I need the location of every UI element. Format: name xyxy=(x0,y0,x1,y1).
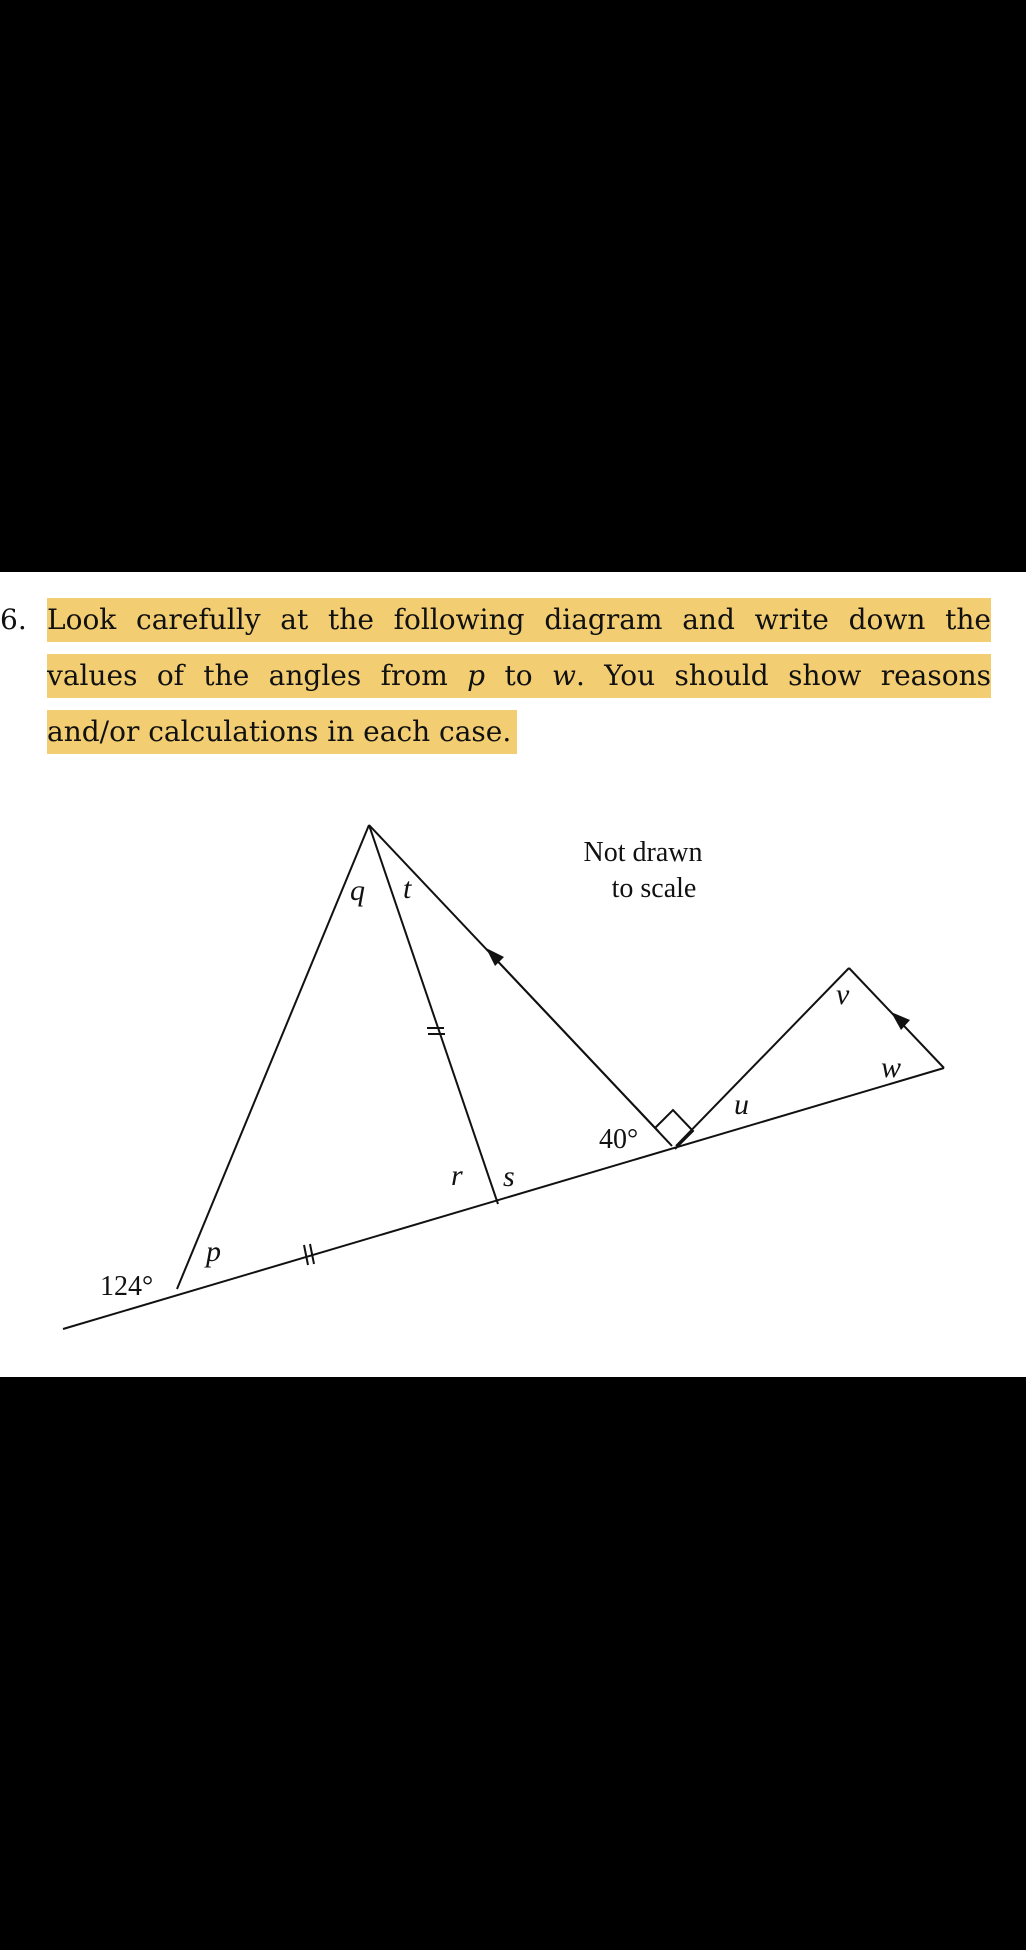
question-line-1-text: Look carefully at the following diagram and write down the xyxy=(47,603,991,636)
variable-p: p xyxy=(467,659,486,692)
question-line-2-start: values of the angles from xyxy=(47,659,448,692)
arrowhead-1 xyxy=(486,948,504,966)
question-line-2-to: to xyxy=(504,659,533,692)
triangle-left-side xyxy=(177,825,369,1289)
angle-label-v: v xyxy=(836,978,850,1011)
angle-label-w: w xyxy=(881,1051,902,1084)
variable-w: w xyxy=(551,659,576,692)
note-line-1: Not drawn xyxy=(583,837,703,868)
question-line-3-text: and/or calculations in each case. xyxy=(47,715,512,748)
angle-label-t: t xyxy=(403,872,412,905)
tick-mark-3 xyxy=(304,1245,308,1265)
arrowhead-2 xyxy=(891,1012,910,1030)
small-triangle-left xyxy=(676,968,849,1146)
angle-label-p: p xyxy=(206,1235,221,1268)
note-line-2: to scale xyxy=(611,873,697,904)
angle-40-label: 40° xyxy=(599,1124,639,1155)
angle-label-q: q xyxy=(350,874,365,907)
parallel-line-1-double xyxy=(490,953,672,1146)
angle-label-u: u xyxy=(734,1088,749,1121)
question-line-2-end: . You should show reasons xyxy=(575,659,992,692)
angle-124-label: 124° xyxy=(100,1271,154,1302)
angle-label-r: r xyxy=(451,1159,463,1192)
triangle-middle-line xyxy=(369,825,498,1204)
base-line xyxy=(63,1068,944,1329)
angle-label-s: s xyxy=(503,1160,515,1193)
question-number: 6. xyxy=(0,603,27,636)
